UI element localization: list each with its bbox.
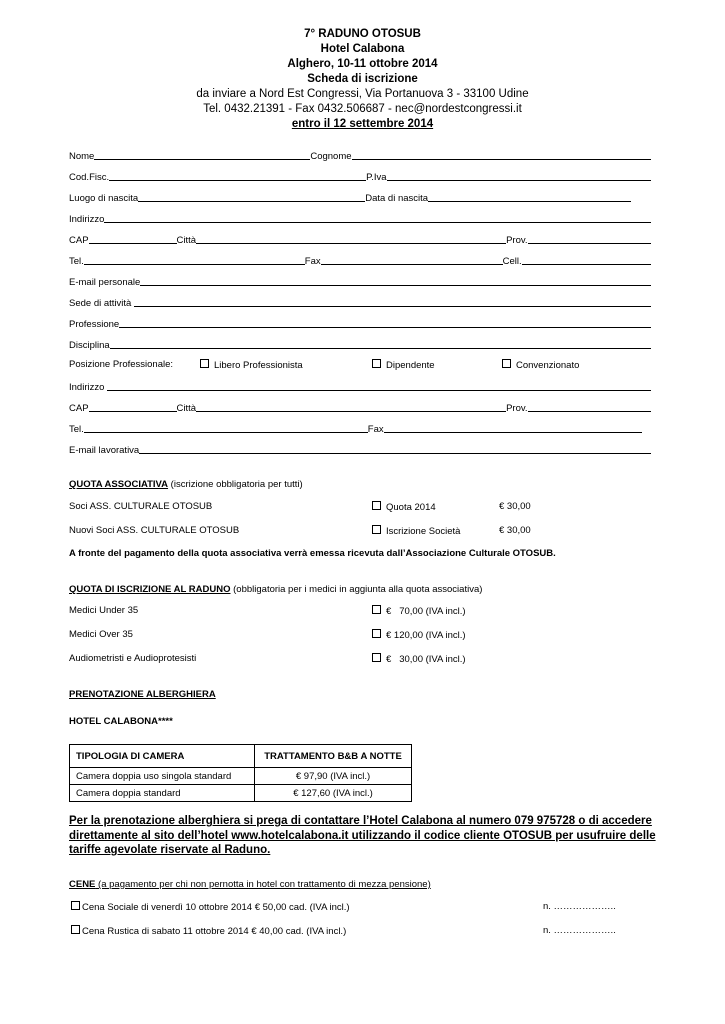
- label-nome: Nome: [69, 151, 95, 162]
- cene-heading: CENE (a pagamento per chi non pernotta in hotel con trattamento di mezza pensione): [69, 879, 431, 890]
- option-libero-professionista[interactable]: Libero Professionista: [200, 359, 303, 371]
- deadline: entro il 12 settembre 2014: [291, 118, 434, 130]
- label-indirizzo-lavoro: Indirizzo: [69, 382, 105, 393]
- label-fax-lavoro: Fax: [367, 424, 384, 435]
- row-indirizzo-lavoro: [69, 379, 651, 393]
- checkbox-icon[interactable]: [372, 653, 381, 662]
- hotel-booking-note: Per la prenotazione alberghiera si prega di contattare l’Hotel Calabona al numero 079 975728 o di accedere direttamente al sito dell’hotel www.hotelcalabona.it utilizzando il codice cliente OTOSUB per usufruire delle tariffe agevolate riservate al Raduno.: [69, 815, 656, 856]
- field-disciplina[interactable]: [110, 338, 651, 349]
- room-rate-cell: € 97,90 (IVA incl.): [255, 768, 412, 785]
- option-dipendente[interactable]: Dipendente: [372, 359, 435, 371]
- quota-soci-label: Soci ASS. CULTURALE OTOSUB: [69, 501, 213, 512]
- table-row: [70, 785, 412, 802]
- label-email-lavorativa: E-mail lavorativa: [69, 445, 140, 456]
- room-rates-table: [69, 744, 412, 802]
- row-cap-citta-prov: [69, 232, 651, 246]
- label-posizione: Posizione Professionale:: [69, 359, 174, 370]
- label-indirizzo: Indirizzo: [69, 214, 105, 225]
- table-header-row: [70, 745, 412, 768]
- field-cap-lavoro[interactable]: [89, 401, 177, 412]
- label-prov-lavoro: Prov.: [506, 403, 528, 414]
- event-dates: Alghero, 10-11 ottobre 2014: [287, 58, 438, 70]
- label-citta-lavoro: Città: [176, 403, 197, 414]
- field-codfisc[interactable]: [109, 170, 366, 181]
- label-data-nascita: Data di nascita: [365, 193, 429, 204]
- quota-soci-price: € 30,00: [499, 501, 531, 512]
- option-medici-over-35[interactable]: € 120,00 (IVA incl.): [372, 629, 466, 641]
- field-cap[interactable]: [89, 233, 177, 244]
- cena-sociale-qty[interactable]: n. ………………..: [543, 901, 616, 912]
- label-disciplina: Disciplina: [69, 340, 110, 351]
- label-prov: Prov.: [506, 235, 528, 246]
- hotel-name: HOTEL CALABONA****: [69, 716, 173, 727]
- field-email-personale[interactable]: [140, 275, 651, 286]
- field-email-lavorativa[interactable]: [139, 443, 651, 454]
- field-nome[interactable]: [94, 149, 310, 160]
- quota-associativa-note: A fronte del pagamento della quota associativa verrà emessa ricevuta dall’Associazione Culturale OTOSUB.: [69, 548, 556, 559]
- option-cena-sociale[interactable]: Cena Sociale di venerdì 10 ottobre 2014 € 50,00 cad. (IVA incl.): [71, 901, 350, 913]
- checkbox-icon[interactable]: [200, 359, 209, 368]
- room-type-cell: Camera doppia standard: [70, 785, 255, 802]
- checkbox-icon[interactable]: [502, 359, 511, 368]
- send-to-address: da inviare a Nord Est Congressi, Via Portanuova 3 - 33100 Udine: [196, 88, 529, 100]
- form-title: Scheda di iscrizione: [307, 73, 418, 85]
- quota-associativa-heading: QUOTA ASSOCIATIVA (iscrizione obbligatoria per tutti): [69, 479, 303, 490]
- quota-nuovi-soci-label: Nuovi Soci ASS. CULTURALE OTOSUB: [69, 525, 240, 536]
- venue-name: Hotel Calabona: [320, 43, 405, 55]
- room-rate-cell: € 127,60 (IVA incl.): [255, 785, 412, 802]
- checkbox-icon[interactable]: [71, 901, 80, 910]
- checkbox-icon[interactable]: [372, 359, 381, 368]
- option-cena-rustica[interactable]: Cena Rustica di sabato 11 ottobre 2014 € 40,00 cad. (IVA incl.): [71, 925, 346, 937]
- field-data-nascita[interactable]: [428, 191, 631, 202]
- field-piva[interactable]: [387, 170, 651, 181]
- label-cap-lavoro: CAP: [69, 403, 89, 414]
- column-header-rate: TRATTAMENTO B&B A NOTTE: [255, 745, 412, 768]
- row-luogo-data: [69, 190, 651, 204]
- label-codfisc: Cod.Fisc.: [69, 172, 110, 183]
- field-cognome[interactable]: [352, 149, 651, 160]
- option-audiometristi[interactable]: € 30,00 (IVA incl.): [372, 653, 466, 665]
- audiometristi-label: Audiometristi e Audioprotesisti: [69, 653, 197, 664]
- field-prov[interactable]: [528, 233, 651, 244]
- label-cell: Cell.: [502, 256, 522, 267]
- medici-over-35-label: Medici Over 35: [69, 629, 133, 640]
- label-luogo-nascita: Luogo di nascita: [69, 193, 139, 204]
- field-tel-lavoro[interactable]: [84, 422, 368, 433]
- option-iscrizione-societa[interactable]: Iscrizione Società: [372, 525, 460, 537]
- checkbox-icon[interactable]: [372, 501, 381, 510]
- field-professione[interactable]: [119, 317, 651, 328]
- label-fax: Fax: [304, 256, 321, 267]
- checkbox-icon[interactable]: [71, 925, 80, 934]
- event-title: 7° RADUNO OTOSUB: [304, 28, 421, 40]
- table-row: [70, 768, 412, 785]
- row-disciplina: [69, 337, 651, 351]
- label-cap: CAP: [69, 235, 89, 246]
- field-citta[interactable]: [196, 233, 506, 244]
- field-citta-lavoro[interactable]: [196, 401, 506, 412]
- row-tel-fax-lavoro: [69, 421, 651, 435]
- field-tel[interactable]: [84, 254, 305, 265]
- checkbox-icon[interactable]: [372, 629, 381, 638]
- field-indirizzo[interactable]: [104, 212, 651, 223]
- label-professione: Professione: [69, 319, 120, 330]
- contact-info: Tel. 0432.21391 - Fax 0432.506687 - nec@nordestcongressi.it: [203, 103, 522, 115]
- row-email-lavorativa: [69, 442, 651, 456]
- label-tel-lavoro: Tel.: [69, 424, 84, 435]
- label-email-personale: E-mail personale: [69, 277, 141, 288]
- row-codfisc-piva: [69, 169, 651, 183]
- label-sede: Sede di attività: [69, 298, 132, 309]
- document-header: [0, 27, 725, 132]
- medici-under-35-label: Medici Under 35: [69, 605, 139, 616]
- field-luogo-nascita[interactable]: [138, 191, 365, 202]
- field-fax-lavoro[interactable]: [384, 422, 642, 433]
- cena-rustica-qty[interactable]: n. ………………..: [543, 925, 616, 936]
- checkbox-icon[interactable]: [372, 605, 381, 614]
- column-header-room-type: TIPOLOGIA DI CAMERA: [70, 745, 255, 768]
- field-cell[interactable]: [522, 254, 651, 265]
- quota-nuovi-soci-price: € 30,00: [499, 525, 531, 536]
- label-cognome: Cognome: [310, 151, 352, 162]
- row-indirizzo: [69, 211, 651, 225]
- quota-iscrizione-heading: QUOTA DI ISCRIZIONE AL RADUNO (obbligatoria per i medici in aggiunta alla quota associativa): [69, 584, 483, 595]
- row-professione: [69, 316, 651, 330]
- field-prov-lavoro[interactable]: [528, 401, 651, 412]
- room-type-cell: Camera doppia uso singola standard: [70, 768, 255, 785]
- checkbox-icon[interactable]: [372, 525, 381, 534]
- option-medici-under-35[interactable]: € 70,00 (IVA incl.): [372, 605, 466, 617]
- row-tel-fax-cell: [69, 253, 651, 267]
- row-sede: [69, 295, 651, 309]
- prenotazione-heading: PRENOTAZIONE ALBERGHIERA: [69, 689, 216, 700]
- label-citta: Città: [176, 235, 197, 246]
- label-tel: Tel.: [69, 256, 84, 267]
- field-indirizzo-lavoro[interactable]: [107, 380, 651, 391]
- row-email-personale: [69, 274, 651, 288]
- row-nome-cognome: [69, 148, 651, 162]
- option-quota-2014[interactable]: Quota 2014: [372, 501, 436, 513]
- field-fax[interactable]: [321, 254, 503, 265]
- row-cap-citta-prov-lavoro: [69, 400, 651, 414]
- field-sede[interactable]: [134, 296, 651, 307]
- label-piva: P.Iva: [366, 172, 387, 183]
- option-convenzionato[interactable]: Convenzionato: [502, 359, 579, 371]
